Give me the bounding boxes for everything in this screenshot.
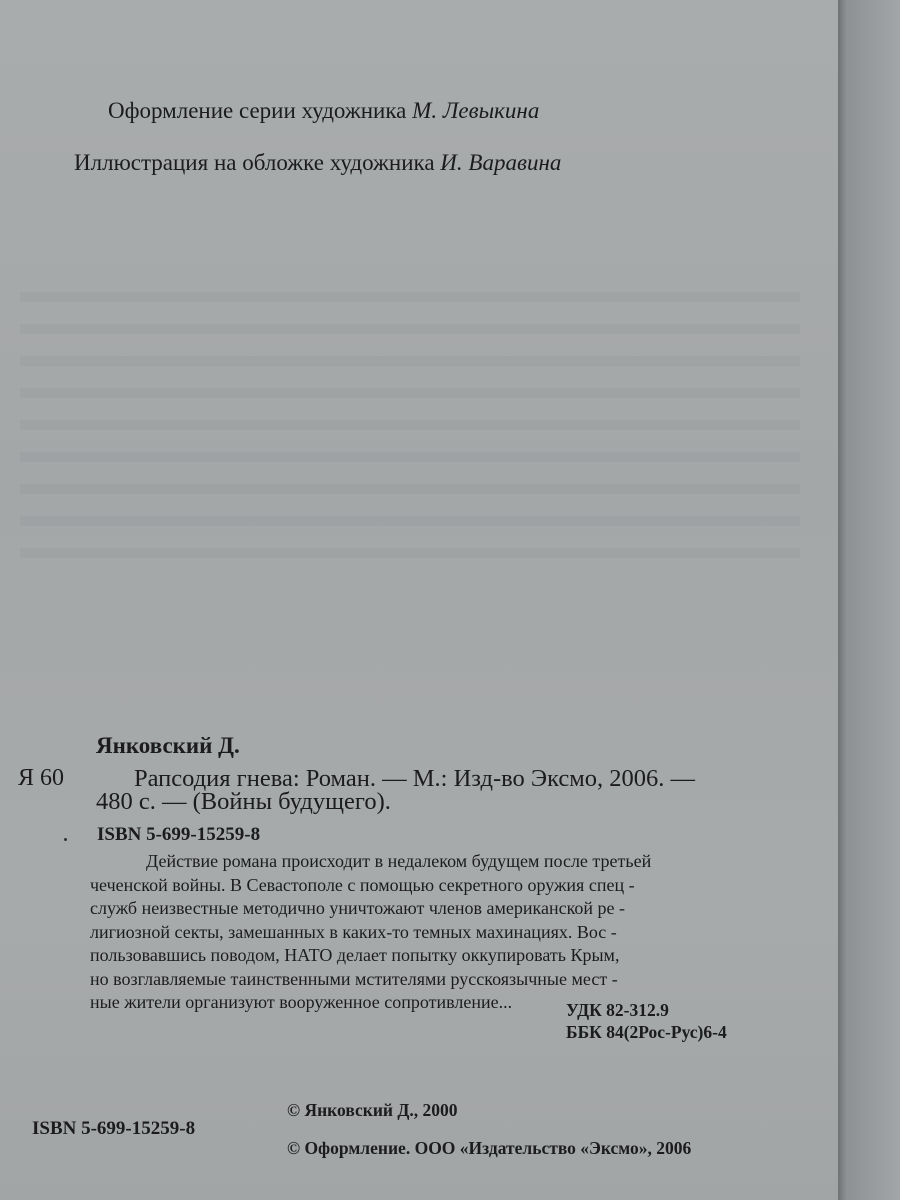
show-through-text — [20, 270, 800, 570]
series-designer-name: М. Левыкина — [412, 98, 540, 123]
annotation-line: но возглавляемые таинственными мстителями русскоязычные мест - — [90, 968, 618, 989]
catalog-isbn: ISBN 5-699-15259-8 — [97, 824, 261, 845]
series-design-label: Оформление серии художника — [108, 98, 407, 123]
annotation-line: чеченской войны. В Севастополе с помощью секретного оружия спец - — [90, 874, 635, 895]
cover-illustrator-name: И. Варавина — [440, 150, 562, 175]
cover-illustration-label: Иллюстрация на обложке художника — [74, 150, 435, 175]
annotation-line: пользовавшись поводом, НАТО делает попытку оккупировать Крым, — [90, 945, 620, 965]
adjacent-page — [846, 0, 900, 1200]
copyright-design: © Оформление. ООО «Издательство «Эксмо», 2006 — [287, 1138, 692, 1158]
print-dot — [64, 838, 67, 841]
page-edge-shadow — [838, 0, 846, 1200]
annotation-line: ные жители организуют вооруженное сопротивление... — [90, 992, 513, 1012]
catalog-title-line-2: 480 с. — (Войны будущего). — [96, 788, 391, 815]
series-design-credit — [108, 98, 539, 124]
catalog-author: Янковский Д. — [96, 733, 240, 758]
footer-isbn: ISBN 5-699-15259-8 — [32, 1118, 196, 1139]
copyright-author: © Янковский Д., 2000 — [287, 1100, 458, 1120]
bbk-code: ББК 84(2Рос-Рус)6-4 — [566, 1022, 727, 1042]
catalog-title-line-1: Рапсодия гнева: Роман. — М.: Изд-во Эксмо, 2006. — — [134, 765, 696, 792]
annotation-line: Действие романа происходит в недалеком будущем после третьей — [146, 851, 652, 871]
catalog-code: Я 60 — [18, 765, 65, 791]
udk-code: УДК 82-312.9 — [566, 1000, 669, 1020]
cover-illustration-credit — [74, 150, 561, 176]
annotation-paragraph — [90, 850, 790, 1015]
annotation-line: служб неизвестные методично уничтожают членов американской ре - — [90, 898, 626, 918]
annotation-line: лигиозной секты, замешанных в каких-то темных махинациях. Вос - — [90, 921, 617, 942]
